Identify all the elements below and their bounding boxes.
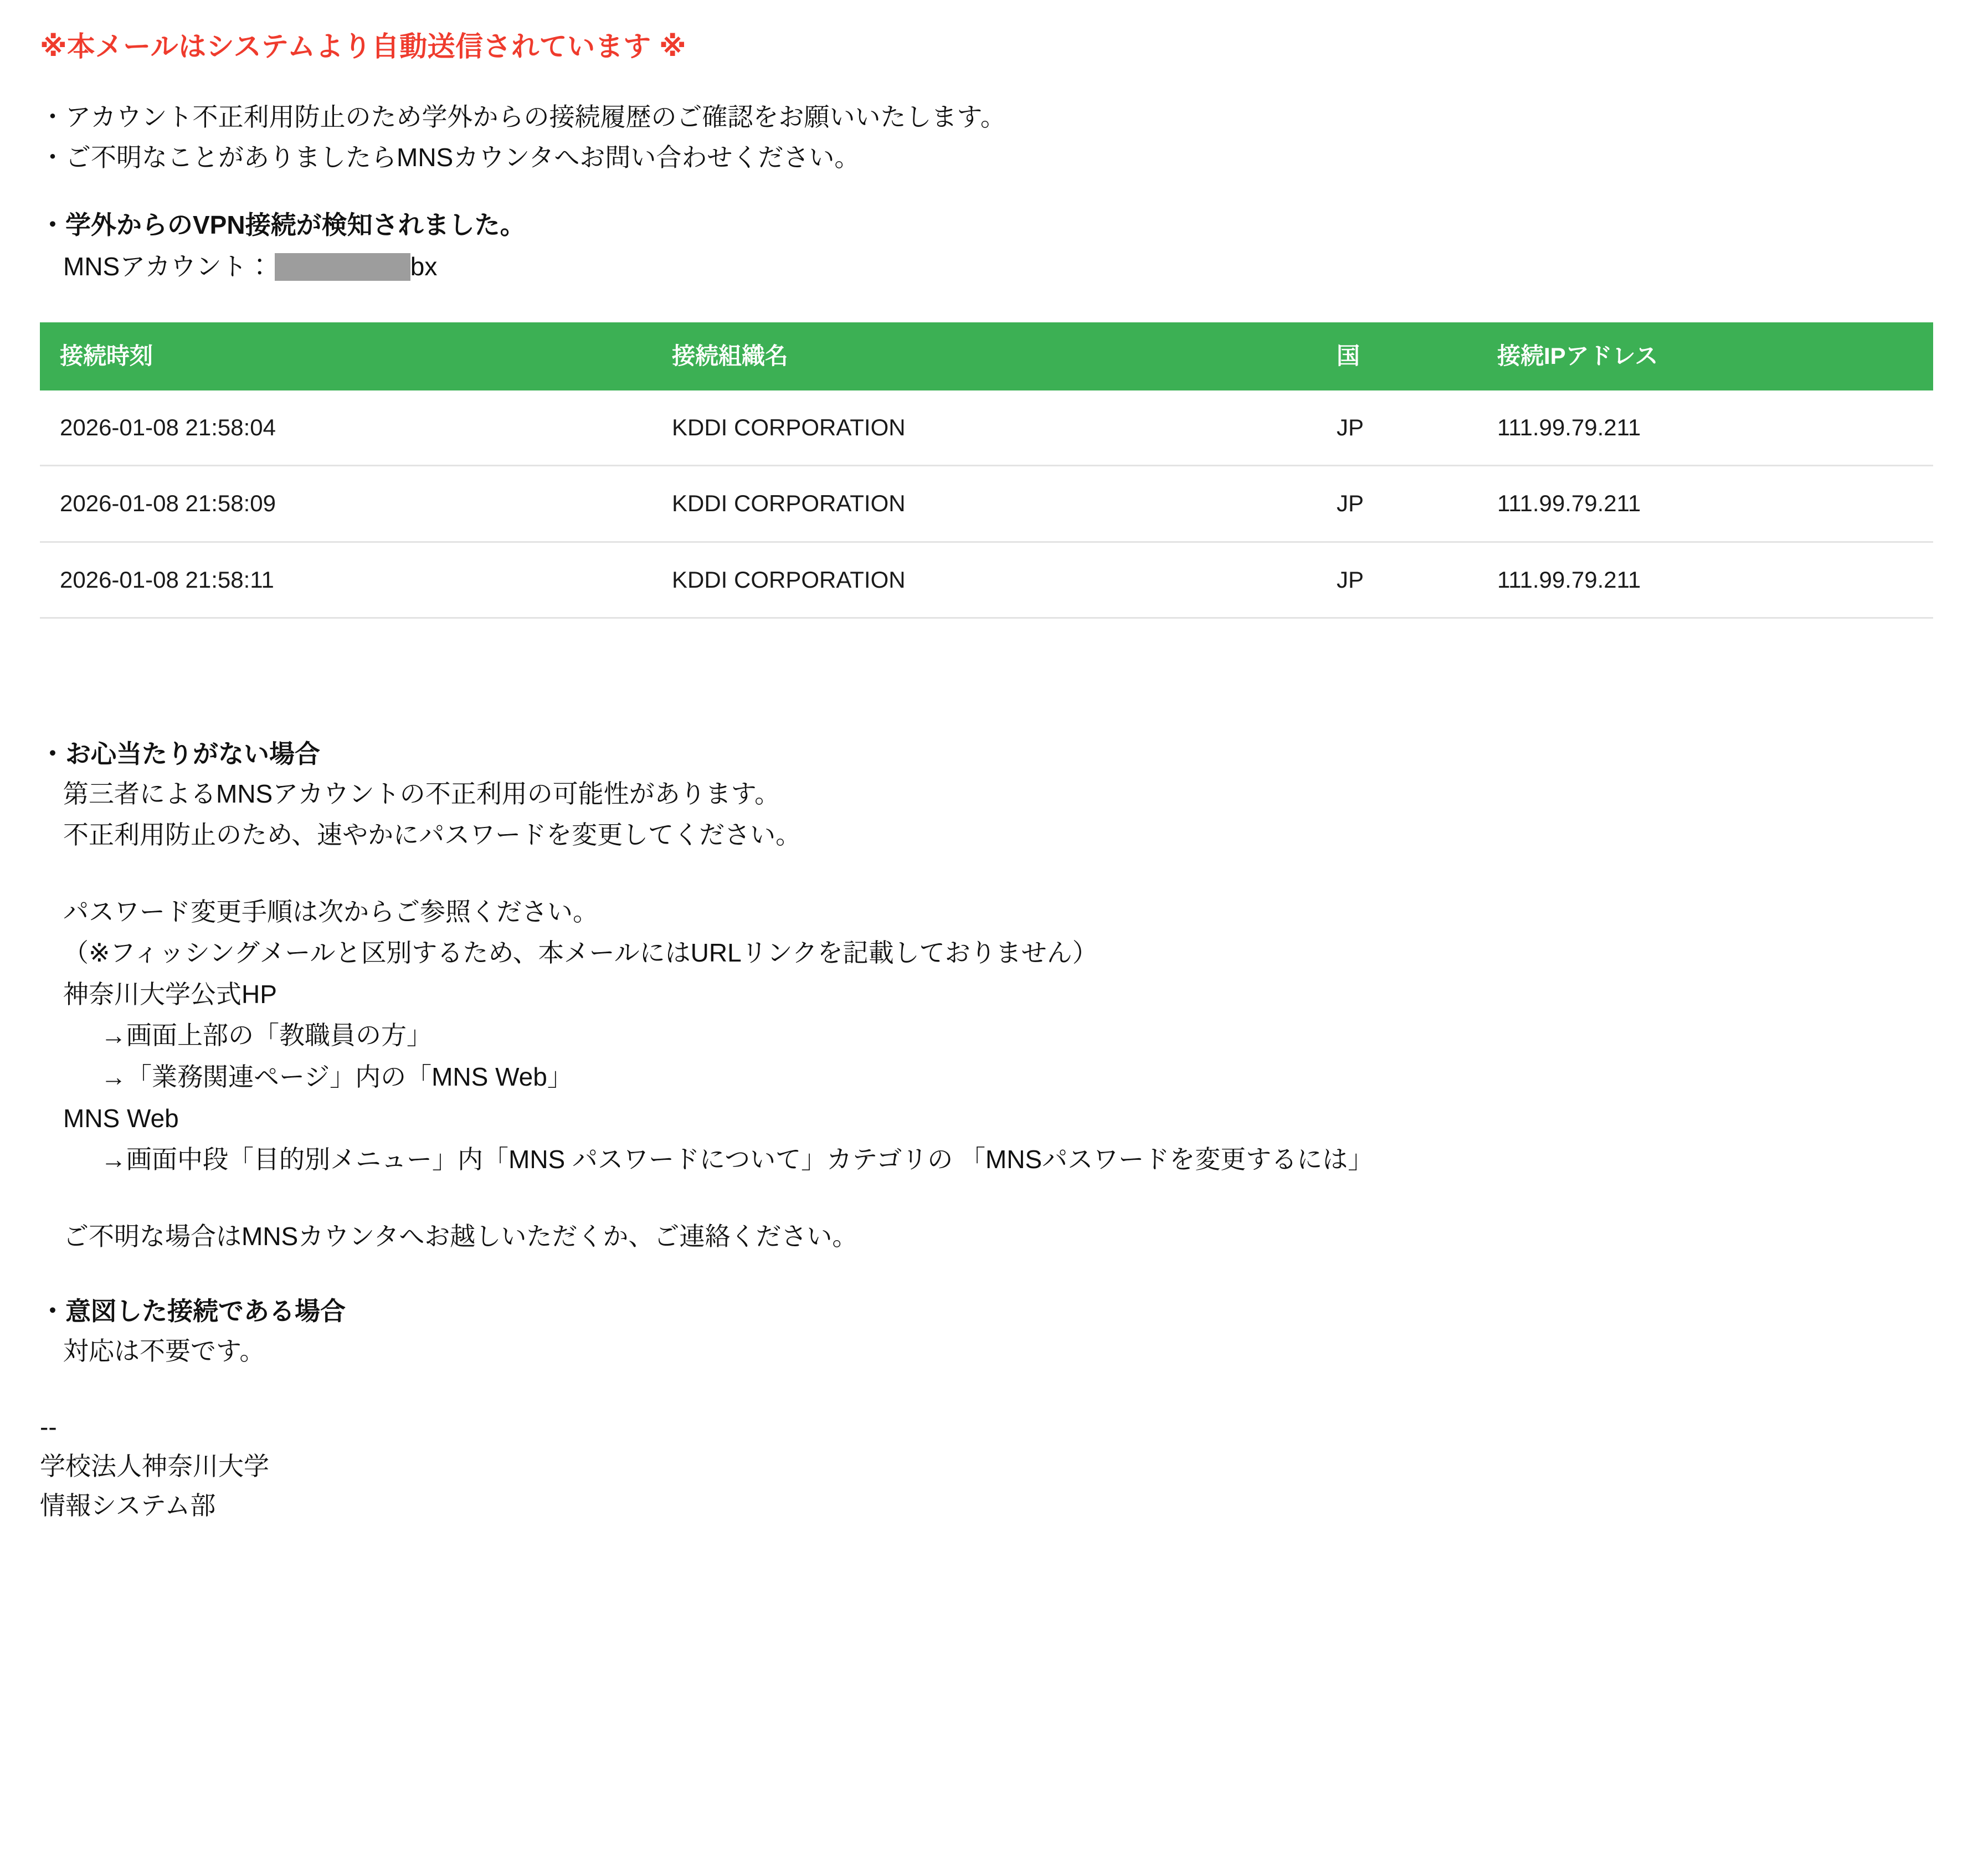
unknown-case-line-10: ご不明な場合はMNSカウンタへお越しいただくか、ご連絡ください。 xyxy=(63,1221,858,1251)
cell-country: JP xyxy=(1317,466,1477,542)
unknown-case-line-3: パスワード変更手順は次からご参照ください。 xyxy=(63,897,598,926)
unknown-case-line-7: →「業務関連ページ」内の「MNS Web」 xyxy=(101,1062,573,1091)
intro-line-1: ・アカウント不正利用防止のため学外からの接続履歴のご確認をお願いいたします。 xyxy=(40,102,1006,131)
connection-history-table xyxy=(40,322,1933,619)
unknown-case-heading: ・お心当たりがない場合 xyxy=(40,739,320,768)
unknown-case-line-4: （※フィッシングメールと区別するため、本メールにはURLリンクを記載しておりません） xyxy=(63,938,1098,968)
unknown-case-line-5: 神奈川大学公式HP xyxy=(63,979,277,1009)
table-row xyxy=(40,542,1933,618)
detection-heading: ・学外からのVPN接続が検知されました。 xyxy=(40,210,526,240)
table-row xyxy=(40,466,1933,542)
intended-case-section xyxy=(40,1292,1933,1372)
column-header-ip: 接続IPアドレス xyxy=(1477,322,1933,390)
cell-ip: 111.99.79.211 xyxy=(1477,466,1933,542)
cell-org: KDDI CORPORATION xyxy=(652,542,1317,618)
column-header-org: 接続組織名 xyxy=(652,322,1317,390)
table-row xyxy=(40,390,1933,466)
unknown-case-section xyxy=(40,735,1933,1257)
cell-ip: 111.99.79.211 xyxy=(1477,390,1933,466)
intended-case-heading: ・意図した接続である場合 xyxy=(40,1297,346,1326)
signature-org: 学校法人神奈川大学 xyxy=(40,1451,269,1481)
account-line xyxy=(40,248,1933,286)
column-header-country: 国 xyxy=(1317,322,1477,390)
cell-org: KDDI CORPORATION xyxy=(652,466,1317,542)
unknown-case-line-2: 不正利用防止のため、速やかにパスワードを変更してください。 xyxy=(63,820,802,850)
account-suffix: bx xyxy=(410,252,438,281)
cell-org: KDDI CORPORATION xyxy=(652,390,1317,466)
redacted-account-icon xyxy=(275,253,410,281)
unknown-case-line-9: →画面中段「目的別メニュー」内「MNS パスワードについて」カテゴリの 「MNSパスワードを変更するには」 xyxy=(101,1145,1374,1174)
spacer xyxy=(40,1372,1933,1407)
cell-time: 2026-01-08 21:58:11 xyxy=(40,542,652,618)
intro-line-2: ・ご不明なことがありましたらMNSカウンタへお問い合わせください。 xyxy=(40,142,860,172)
spacer xyxy=(40,856,1933,891)
unknown-case-line-6: →画面上部の「教職員の方」 xyxy=(101,1021,432,1050)
cell-time: 2026-01-08 21:58:04 xyxy=(40,390,652,466)
unknown-case-line-1: 第三者によるMNSアカウントの不正利用の可能性があります。 xyxy=(63,779,780,808)
account-label: MNSアカウント： xyxy=(63,252,273,281)
cell-country: JP xyxy=(1317,542,1477,618)
spacer xyxy=(40,619,1933,735)
signature-block xyxy=(40,1407,1933,1526)
cell-time: 2026-01-08 21:58:09 xyxy=(40,466,652,542)
intended-case-line-1: 対応は不要です。 xyxy=(63,1337,265,1366)
cell-ip: 111.99.79.211 xyxy=(1477,542,1933,618)
spacer xyxy=(40,1180,1933,1216)
spacer xyxy=(40,1257,1933,1292)
signature-dept: 情報システム部 xyxy=(40,1491,216,1520)
table-header-row xyxy=(40,322,1933,390)
column-header-time: 接続時刻 xyxy=(40,322,652,390)
auto-send-warning: ※本メールはシステムより自動送信されています ※ xyxy=(40,31,687,62)
unknown-case-line-8: MNS Web xyxy=(63,1103,179,1133)
cell-country: JP xyxy=(1317,390,1477,466)
signature-separator: -- xyxy=(40,1412,57,1441)
